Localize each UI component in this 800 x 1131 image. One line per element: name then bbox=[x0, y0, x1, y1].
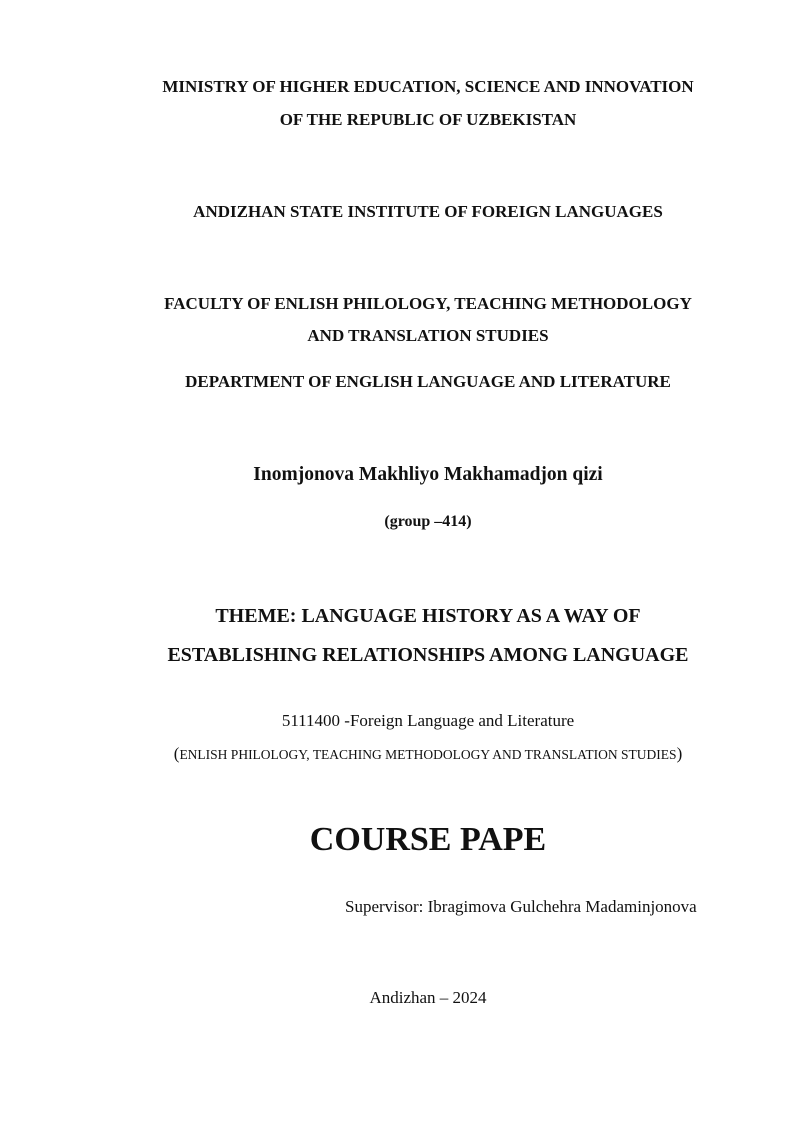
program-specialization bbox=[28, 745, 800, 762]
faculty-line-2: AND TRANSLATION STUDIES bbox=[307, 326, 549, 345]
institute-name: ANDIZHAN STATE INSTITUTE OF FOREIGN LANGUAGES bbox=[193, 202, 663, 221]
open-paren: ( bbox=[173, 744, 180, 763]
specialization-text: ENLISH PHILOLOGY, TEACHING METHODOLOGY AND TRANSLATION STUDIES bbox=[179, 747, 677, 762]
theme-line-2: ESTABLISHING RELATIONSHIPS AMONG LANGUAGE bbox=[167, 644, 689, 666]
department-name: DEPARTMENT OF ENGLISH LANGUAGE AND LITERATURE bbox=[185, 372, 671, 391]
ministry-line-1: MINISTRY OF HIGHER EDUCATION, SCIENCE AND INNOVATION bbox=[162, 77, 694, 96]
author-group: (group –414) bbox=[384, 513, 472, 530]
author-name: Inomjonova Makhliyo Makhamadjon qizi bbox=[253, 464, 603, 485]
ministry-line-2: OF THE REPUBLIC OF UZBEKISTAN bbox=[279, 110, 577, 129]
program-code: 5111400 -Foreign Language and Literature bbox=[281, 711, 575, 730]
supervisor-line: Supervisor: Ibragimova Gulchehra Madaminjonova bbox=[345, 897, 697, 916]
city-year: Andizhan – 2024 bbox=[369, 988, 487, 1007]
paper-type-title: COURSE PAPE bbox=[309, 821, 547, 858]
faculty-line-1: FACULTY OF ENLISH PHILOLOGY, TEACHING METHODOLOGY bbox=[164, 294, 692, 313]
theme-line-1: THEME: LANGUAGE HISTORY AS A WAY OF bbox=[215, 605, 641, 627]
close-paren: ) bbox=[676, 744, 683, 763]
